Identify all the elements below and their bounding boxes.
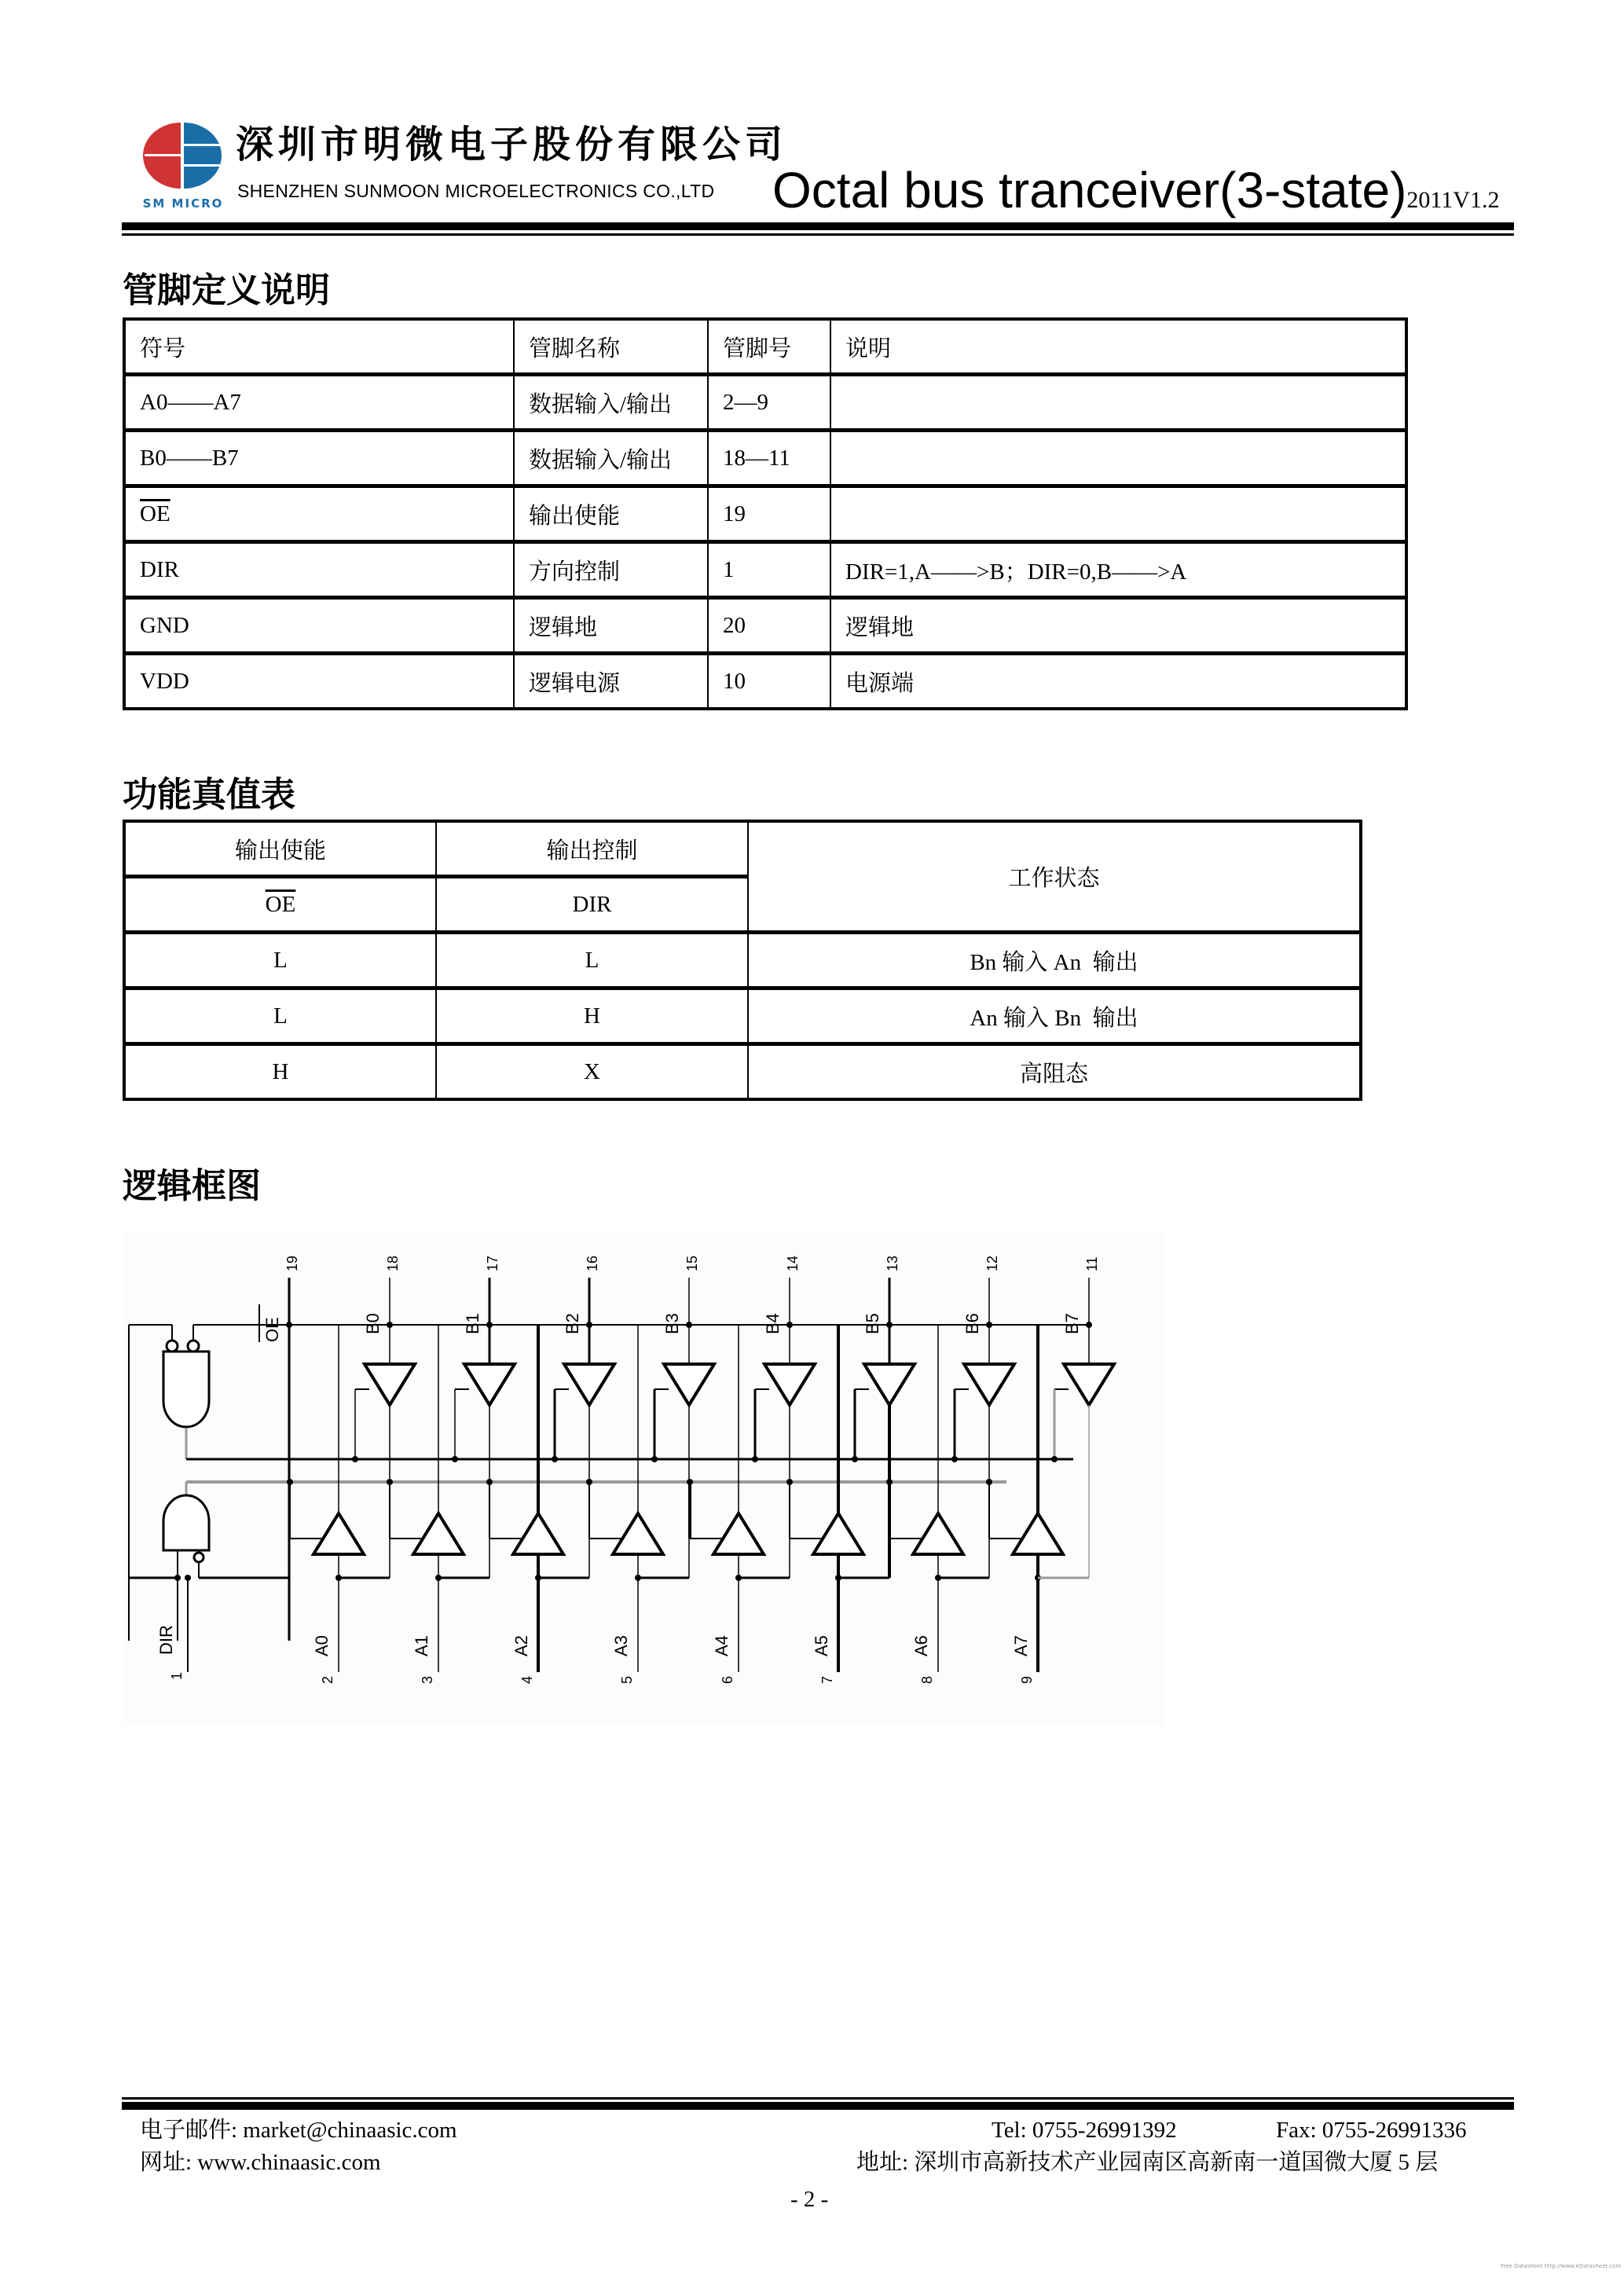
footer-fax: Fax: 0755-26991336 — [1276, 2118, 1467, 2143]
pin-label: A2 — [511, 1635, 531, 1656]
table-header-row — [124, 821, 1361, 877]
cell-state: An 输入 Bn 输出 — [748, 988, 1361, 1044]
pin-label: 2 — [320, 1675, 335, 1684]
pin-label: DIR — [156, 1625, 176, 1655]
table-row — [124, 486, 1406, 542]
overline-symbol: $\overline{OE}$ — [265, 891, 296, 917]
cell-name: 数据输入/输出 — [514, 431, 708, 486]
cell-pin: 20 — [708, 598, 830, 654]
pin-label: 13 — [885, 1255, 900, 1271]
cell-dir: H — [436, 988, 748, 1044]
column-header-working-state: 工作状态 — [748, 821, 1361, 933]
cell-desc: 逻辑地 — [830, 598, 1406, 654]
cell-symbol — [124, 486, 514, 542]
pin-label: 5 — [619, 1675, 635, 1684]
table-row — [124, 654, 1406, 710]
cell-desc — [830, 486, 1406, 542]
cell-oe: L — [124, 933, 436, 988]
footer-divider-thin — [122, 2097, 1514, 2100]
header-divider-thick — [122, 222, 1514, 230]
column-header: 管脚号 — [708, 319, 830, 375]
table-row — [124, 988, 1361, 1044]
pin-label: 7 — [819, 1675, 835, 1684]
truth-table — [123, 820, 1362, 1101]
pin-label: 6 — [720, 1675, 735, 1684]
pin-label: B1 — [463, 1313, 482, 1334]
company-name-en: SHENZHEN SUNMOON MICROELECTRONICS CO.,LTD — [237, 181, 715, 201]
cell-name: 逻辑地 — [514, 598, 708, 654]
pin-label: 19 — [284, 1255, 300, 1271]
document-title-text: Octal bus tranceiver(3-state) — [772, 162, 1407, 218]
pin-label: OE — [262, 1317, 282, 1342]
cell-symbol: DIR — [124, 542, 514, 598]
pin-label: B5 — [863, 1313, 882, 1334]
table-row — [124, 933, 1361, 988]
logic-block-diagram — [123, 1232, 1164, 1726]
column-subheader-oe — [124, 877, 436, 933]
cell-name: 输出使能 — [514, 486, 708, 542]
pin-label: 8 — [919, 1675, 935, 1684]
section-title-truth-table: 功能真值表 — [123, 775, 295, 815]
cell-oe: H — [124, 1044, 436, 1100]
cell-symbol: B0——B7 — [124, 431, 514, 486]
pin-label: A6 — [911, 1635, 931, 1656]
column-header: 符号 — [124, 319, 514, 375]
cell-pin: 19 — [708, 486, 830, 542]
pin-label: B6 — [962, 1313, 982, 1334]
cell-dir: X — [436, 1044, 748, 1100]
section-title-logic-diagram: 逻辑框图 — [123, 1166, 261, 1206]
pin-label: B4 — [763, 1313, 783, 1334]
table-row — [124, 1044, 1361, 1100]
logic-diagram-figure — [123, 1232, 1164, 1726]
pin-label: 16 — [585, 1255, 600, 1271]
header-divider-thin — [122, 233, 1514, 236]
document-version: 2011V1.2 — [1406, 187, 1500, 213]
pin-label: A4 — [712, 1635, 731, 1656]
pin-label: 4 — [519, 1675, 535, 1684]
column-header-output-enable: 输出使能 — [124, 821, 436, 877]
cell-desc: 电源端 — [830, 654, 1406, 710]
pin-label: 11 — [1084, 1256, 1100, 1271]
cell-symbol: A0——A7 — [124, 375, 514, 431]
cell-symbol: GND — [124, 598, 514, 654]
table-row — [124, 375, 1406, 431]
footer-website: 网址: www.chinaasic.com — [140, 2150, 381, 2175]
page-number: - 2 - — [790, 2187, 829, 2212]
cell-desc: DIR=1,A——>B；DIR=0,B——>A — [830, 542, 1406, 598]
overline-symbol: $\overline{OE}$ — [140, 501, 170, 526]
cell-dir: L — [436, 933, 748, 988]
pin-label: 15 — [684, 1255, 700, 1271]
cell-pin: 2—9 — [708, 375, 830, 431]
cell-desc — [830, 375, 1406, 431]
table-row — [124, 598, 1406, 654]
pin-label: 12 — [984, 1255, 1000, 1271]
column-header: 说明 — [830, 319, 1406, 375]
pin-label: B3 — [662, 1313, 682, 1334]
pin-label: 1 — [169, 1671, 185, 1680]
footer-tel: Tel: 0755-26991392 — [992, 2118, 1177, 2143]
svg-text:SM MICRO: SM MICRO — [142, 196, 224, 211]
cell-oe: L — [124, 988, 436, 1044]
table-row — [124, 542, 1406, 598]
cell-symbol: VDD — [124, 654, 514, 710]
pin-label: B0 — [363, 1313, 383, 1334]
pin-label: A7 — [1011, 1635, 1031, 1656]
table-header-row — [124, 319, 1406, 375]
document-title — [772, 162, 1500, 218]
footer-address: 地址: 深圳市高新技术产业园南区高新南一道国微大厦 5 层 — [856, 2150, 1439, 2175]
pin-label: B7 — [1062, 1313, 1082, 1334]
pin-label: 18 — [385, 1255, 401, 1271]
cell-pin: 1 — [708, 542, 830, 598]
footer-email: 电子邮件: market@chinaasic.com — [140, 2118, 457, 2143]
section-title-pin-definition: 管脚定义说明 — [123, 270, 330, 310]
table-row — [124, 431, 1406, 486]
column-subheader-dir: DIR — [436, 877, 748, 933]
logo-icon — [140, 119, 226, 214]
pin-definition-table — [123, 317, 1408, 710]
pin-label: A3 — [611, 1635, 631, 1656]
pin-label: A1 — [412, 1635, 431, 1656]
footer-divider-thick — [122, 2102, 1514, 2110]
cell-pin: 18—11 — [708, 431, 830, 486]
company-name-cn: 深圳市明微电子股份有限公司 — [236, 123, 788, 167]
pin-label: 9 — [1019, 1675, 1035, 1684]
pin-label: A0 — [312, 1635, 332, 1656]
cell-state: 高阻态 — [748, 1044, 1361, 1100]
pin-label: 17 — [485, 1255, 500, 1271]
pin-label: 14 — [785, 1255, 801, 1271]
cell-name: 方向控制 — [514, 542, 708, 598]
pin-label: A5 — [812, 1635, 831, 1656]
cell-desc — [830, 431, 1406, 486]
cell-state: Bn 输入 An 输出 — [748, 933, 1361, 988]
column-header-output-control: 输出控制 — [436, 821, 748, 877]
watermark: Free Datasheet http://www.eDatasheet.com — [1501, 2263, 1622, 2269]
cell-name: 逻辑电源 — [514, 654, 708, 710]
pin-label: 3 — [420, 1675, 435, 1684]
company-logo — [140, 119, 226, 214]
cell-name: 数据输入/输出 — [514, 375, 708, 431]
cell-pin: 10 — [708, 654, 830, 710]
pin-label: B2 — [563, 1313, 582, 1334]
column-header: 管脚名称 — [514, 319, 708, 375]
